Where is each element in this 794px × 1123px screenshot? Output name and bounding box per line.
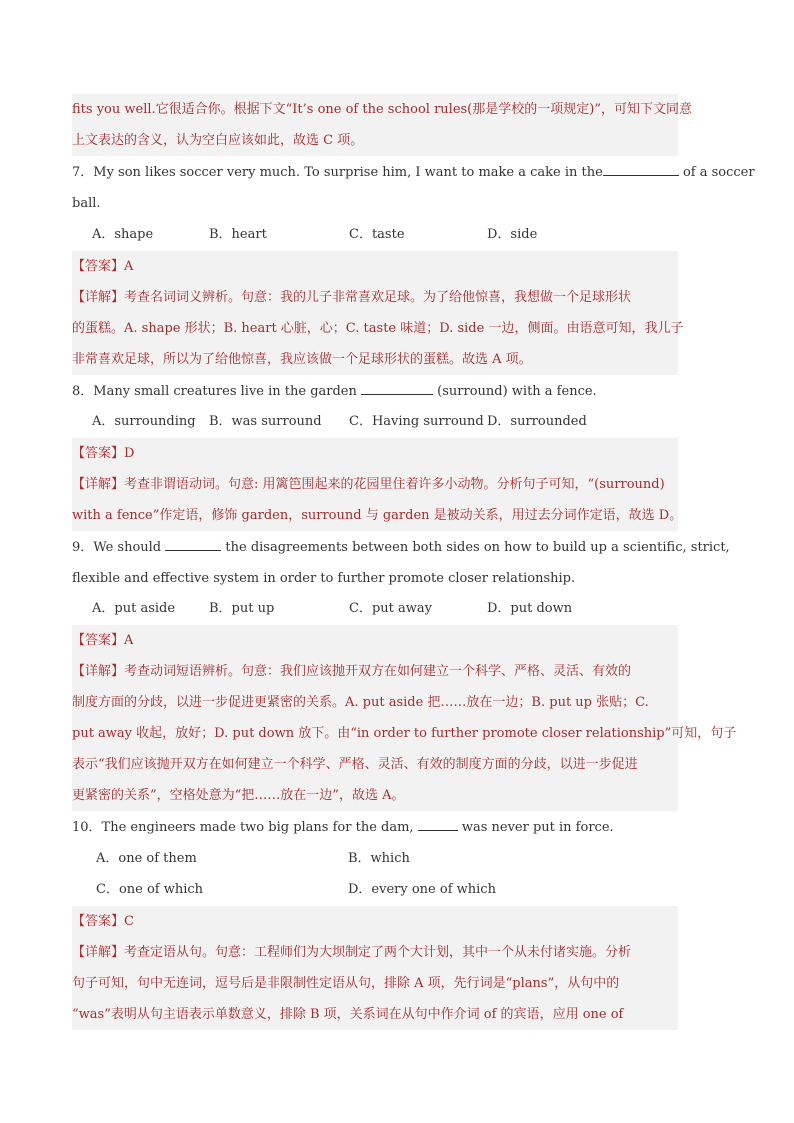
question-9-stem bbox=[72, 532, 730, 563]
question-10-answer bbox=[72, 906, 678, 937]
detail-text: 考查名词词义辨析。句意：我的儿子非常喜欢足球。为了给他惊喜，我想做一个足球形状 bbox=[124, 290, 632, 305]
question-9-stem-cont: flexible and effective system in order to further promote closer relationship. bbox=[72, 571, 576, 586]
question-8-answer bbox=[72, 438, 678, 469]
detail-text: 考查动词短语辨析。句意：我们应该抛开双方在如何建立一个科学、严格、灵活、有效的 bbox=[124, 664, 632, 679]
question-8-option-d: D．surrounded bbox=[487, 414, 587, 429]
question-10-stem-post: was never put in force. bbox=[457, 820, 614, 835]
question-8-option-b: B．was surround bbox=[209, 414, 322, 429]
question-10-stem-pre: 10．The engineers made two big plans for the dam, bbox=[72, 820, 414, 835]
question-7-stem bbox=[72, 157, 755, 188]
question-7-answer bbox=[72, 251, 678, 282]
answer-value: D bbox=[124, 446, 135, 461]
question-7-detail-line-1 bbox=[72, 282, 678, 313]
question-8-detail-line-2: with a fence”作定语，修饰 garden，surround 与 garden 是被动关系，用过去分词作定语，故选 D。 bbox=[72, 500, 678, 531]
question-9-option-a: A．put aside bbox=[92, 601, 176, 616]
question-8-stem-pre: 8．Many small creatures live in the garden bbox=[72, 384, 357, 399]
question-7-blank bbox=[603, 161, 679, 176]
answer-label: 【答案】 bbox=[72, 259, 125, 274]
answer-value: A bbox=[124, 633, 134, 648]
question-10-option-a: A．one of them bbox=[96, 851, 197, 866]
question-9-option-b: B．put up bbox=[209, 601, 275, 616]
answer-label: 【答案】 bbox=[72, 446, 125, 461]
answer-value: A bbox=[124, 259, 134, 274]
detail-label: 【详解】 bbox=[72, 945, 125, 960]
detail-text: 考查定语从句。句意：工程师们为大坝制定了两个大计划，其中一个从未付诸实施。分析 bbox=[124, 945, 632, 960]
question-9-option-d: D．put down bbox=[487, 601, 573, 616]
question-9-detail-line-2: 制度方面的分歧，以进一步促进更紧密的关系。A. put aside 把……放在一边；B. put up 张贴；C. bbox=[72, 687, 678, 718]
answer-value: C bbox=[124, 914, 134, 929]
question-10-detail-line-2: 句子可知，句中无连词，逗号后是非限制性定语从句，排除 A 项，先行词是“plans”，从句中的 bbox=[72, 968, 678, 999]
question-7-option-c: C．taste bbox=[349, 227, 405, 242]
prev-detail-line-1: fits you well.它很适合你。根据下文“It’s one of the school rules(那是学校的一项规定)”，可知下文同意 bbox=[72, 94, 678, 125]
question-10-detail-line-3: “was”表明从句主语表示单数意义，排除 B 项，关系词在从句中作介词 of 的宾语，应用 one of bbox=[72, 999, 678, 1030]
question-7-detail-line-3: 非常喜欢足球，所以为了给他惊喜，我应该做一个足球形状的蛋糕。故选 A 项。 bbox=[72, 344, 678, 375]
question-9-detail-line-5: 更紧密的关系”，空格处意为“把……放在一边”，故选 A。 bbox=[72, 780, 678, 811]
question-9-stem-post: the disagreements between both sides on how to build up a scientific, strict, bbox=[221, 540, 730, 555]
question-7-option-b: B．heart bbox=[209, 227, 267, 242]
question-7-stem-post: of a soccer bbox=[678, 165, 755, 180]
question-10-option-c: C．one of which bbox=[96, 882, 204, 897]
question-10-option-d: D．every one of which bbox=[348, 882, 496, 897]
question-8-option-c: C．Having surround bbox=[349, 414, 484, 429]
question-8-detail-line-1 bbox=[72, 469, 678, 500]
question-10-option-b: B．which bbox=[348, 851, 410, 866]
question-7-detail-line-2: 的蛋糕。A. shape 形状；B. heart 心脏，心；C. taste 味道；D. side 一边，侧面。由语意可知，我儿子 bbox=[72, 313, 678, 344]
question-8-option-a: A．surrounding bbox=[92, 414, 196, 429]
detail-label: 【详解】 bbox=[72, 290, 125, 305]
question-10-detail-line-1 bbox=[72, 937, 678, 968]
question-9-detail-line-4: 表示“我们应该抛开双方在如何建立一个科学、严格、灵活、有效的制度方面的分歧，以进一步促进 bbox=[72, 749, 678, 780]
question-10-blank bbox=[418, 816, 458, 831]
detail-text: 考查非谓语动词。句意: 用篱笆围起来的花园里住着许多小动物。分析句子可知，“(surround) bbox=[124, 477, 665, 492]
question-9-detail-line-1 bbox=[72, 656, 678, 687]
question-7-stem-cont: ball. bbox=[72, 196, 101, 211]
detail-label: 【详解】 bbox=[72, 477, 125, 492]
detail-label: 【详解】 bbox=[72, 664, 125, 679]
question-9-answer bbox=[72, 625, 678, 656]
question-7-stem-pre: 7．My son likes soccer very much. To surprise him, I want to make a cake in the bbox=[72, 165, 603, 180]
question-9-stem-pre: 9．We should bbox=[72, 540, 162, 555]
prev-detail-line-2: 上文表达的含义，认为空白应该如此，故选 C 项。 bbox=[72, 125, 678, 156]
question-7-option-a: A．shape bbox=[92, 227, 154, 242]
answer-label: 【答案】 bbox=[72, 633, 125, 648]
question-9-option-c: C．put away bbox=[349, 601, 432, 616]
question-7-option-d: D．side bbox=[487, 227, 538, 242]
question-10-stem bbox=[72, 812, 678, 843]
question-8-stem-post: (surround) with a fence. bbox=[433, 384, 597, 399]
question-8-stem bbox=[72, 376, 678, 407]
question-9-blank bbox=[165, 536, 221, 551]
answer-label: 【答案】 bbox=[72, 914, 125, 929]
question-8-blank bbox=[361, 380, 433, 395]
question-9-detail-line-3: put away 收起，放好；D. put down 放下。由“in order to further promote closer relationship”可知，句子 bbox=[72, 718, 678, 749]
